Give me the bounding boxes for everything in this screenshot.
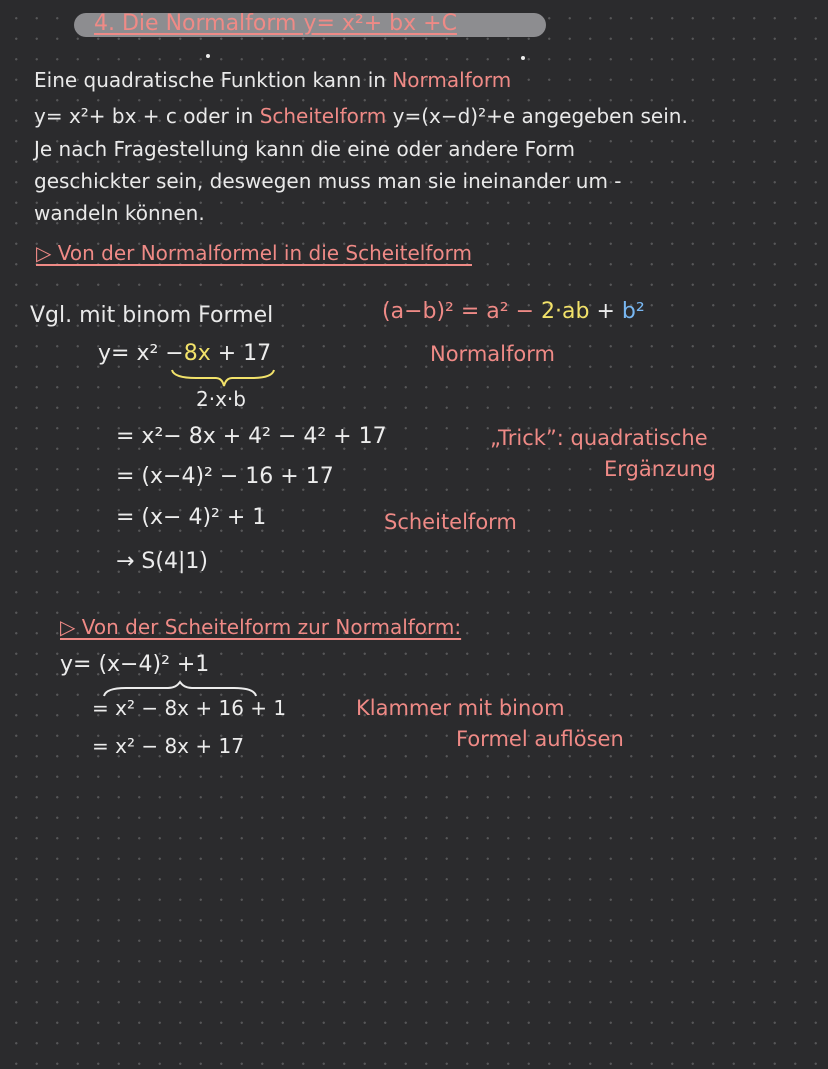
binomial-end-term: b²	[621, 299, 645, 324]
equation-expanded: = x² − 8x + 16 + 1	[92, 696, 287, 720]
binomial-plus: +	[596, 299, 615, 324]
eq-highlight-8x: 8x	[183, 341, 211, 366]
vertex-result: → S(4|1)	[116, 549, 208, 574]
note-scheitelform: Scheitelform	[384, 510, 517, 534]
term-normalform: Normalform	[392, 68, 512, 92]
equation-result: = x² − 8x + 17	[92, 734, 244, 758]
term-scheitelform: Scheitelform	[259, 104, 387, 128]
equation-step-2: = x²− 8x + 4² − 4² + 17	[116, 424, 387, 449]
section-heading-2: ▷ Von der Scheitelform zur Normalform:	[60, 615, 462, 639]
equation-scheitelform: y= (x−4)² +1	[60, 652, 210, 677]
note-trick: „Trick”: quadratische	[490, 426, 708, 450]
note-normalform: Normalform	[430, 342, 555, 366]
eq-part: y= x² −	[98, 341, 184, 366]
note-ergaenzung: Ergänzung	[604, 457, 717, 481]
intro-line-3: Je nach Fragestellung kann die eine oder andere Form	[34, 137, 576, 161]
decorative-dot	[206, 54, 210, 58]
equation-step-3: = (x−4)² − 16 + 17	[116, 464, 334, 489]
intro-line-5: wandeln können.	[34, 201, 205, 225]
binomial-middle-term: 2·ab	[541, 299, 590, 324]
note-klammer: Klammer mit binom	[356, 696, 565, 720]
binomial-lhs: (a−b)² = a² −	[382, 299, 535, 324]
note-formel: Formel auflösen	[456, 727, 624, 751]
decorative-dot	[521, 56, 525, 60]
vgl-label: Vgl. mit binom Formel	[30, 303, 274, 328]
intro-line-2	[34, 104, 688, 128]
intro-line-1	[34, 68, 511, 92]
intro-text: Eine quadratische Funktion kann in	[34, 68, 393, 92]
equation-normalform	[98, 341, 271, 366]
binomial-formula	[382, 299, 645, 324]
section-heading-1: ▷ Von der Normalformel in die Scheitelform	[36, 241, 472, 265]
intro-text: y=(x−d)²+e angegeben sein.	[386, 104, 688, 128]
eq-part: + 17	[210, 341, 272, 366]
intro-line-4: geschickter sein, deswegen muss man sie ineinander um -	[34, 169, 622, 193]
page-title: 4. Die Normalform y= x²+ bx +C	[94, 11, 457, 36]
brace-label: 2·x·b	[196, 387, 246, 411]
equation-step-4: = (x− 4)² + 1	[116, 505, 267, 530]
intro-text: y= x²+ bx + c oder in	[34, 104, 260, 128]
